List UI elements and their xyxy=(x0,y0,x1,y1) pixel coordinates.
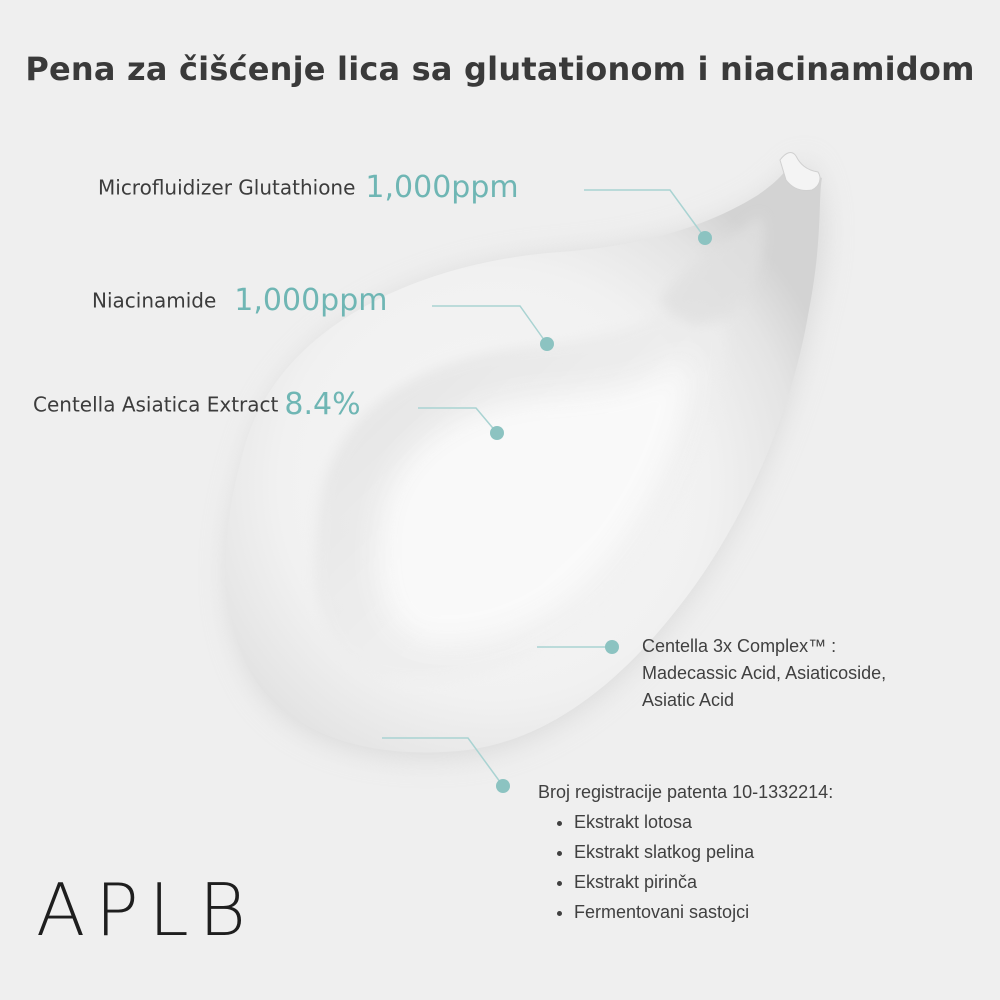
ingredient-centella-extract xyxy=(33,387,361,422)
patent-note xyxy=(538,777,833,927)
brand-logo: APLB xyxy=(36,868,256,952)
ingredient-value: 8.4% xyxy=(284,387,361,422)
patent-item: • Fermentovani sastojci xyxy=(574,897,833,927)
ingredient-name: Microfluidizer Glutathione xyxy=(98,175,356,200)
ingredient-value: 1,000ppm xyxy=(234,283,388,318)
patent-item: • Ekstrakt lotosa xyxy=(574,807,833,837)
patent-item: • Ekstrakt pirinča xyxy=(574,867,833,897)
centella-complex-note xyxy=(642,633,886,714)
complex-line: Centella 3x Complex™ : xyxy=(642,636,837,656)
patent-heading: Broj registracije patenta 10-1332214: xyxy=(538,782,834,802)
ingredient-value: 1,000ppm xyxy=(365,170,519,205)
ingredient-glutathione xyxy=(98,170,519,205)
ingredient-name: Centella Asiatica Extract xyxy=(33,392,279,417)
ingredient-name: Niacinamide xyxy=(92,288,217,313)
page-title: Pena za čišćenje lica sa glutationom i niacinamidom xyxy=(25,50,975,88)
ingredient-niacinamide xyxy=(92,283,388,318)
complex-line: Madecassic Acid, Asiaticoside, xyxy=(642,663,887,683)
complex-line: Asiatic Acid xyxy=(642,690,735,710)
patent-list xyxy=(538,807,833,927)
patent-item: • Ekstrakt slatkog pelina xyxy=(574,837,833,867)
